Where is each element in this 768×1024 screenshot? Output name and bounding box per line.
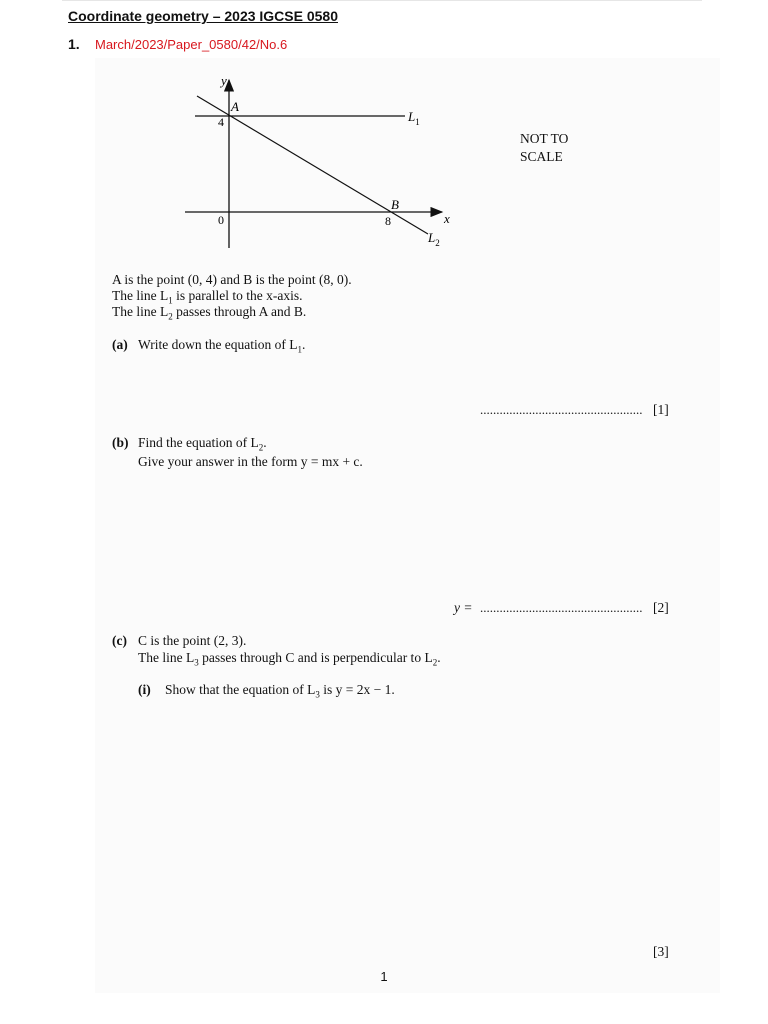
part-b-marks: [2] [653,600,669,615]
part-b-answer-prefix: y = [454,600,473,615]
part-a-marks: [1] [653,402,669,417]
document-title: Coordinate geometry – 2023 IGCSE 0580 [68,8,338,24]
x-axis-label: x [444,211,450,226]
part-a-label: (a) [112,337,128,352]
part-a-answer-line[interactable]: .................................................. [480,402,643,417]
x-tick-8: 8 [385,214,391,228]
point-b-label: B [391,197,399,212]
point-a-label: A [231,99,239,114]
part-c-label: (c) [112,633,127,648]
part-b-instruction: Give your answer in the form y = mx + c. [138,454,363,469]
page-number: 1 [380,969,388,984]
part-b-answer-line[interactable]: .................................................. [480,600,643,615]
coordinate-diagram [180,70,470,260]
part-c-description: The line $L_3$ passes through C and is perpendicular to $L_2$. [138,650,441,668]
part-c-i-question: Show that the equation of $L_3$ is y = 2x − 1. [165,682,395,700]
intro-line-1: A is the point (0, 4) and B is the point (8, 0). [112,272,352,287]
intro-line-2: The line $L_1$ is parallel to the x-axis. [112,288,303,306]
part-c-marks: [3] [653,944,669,959]
part-b-label: (b) [112,435,129,450]
y-tick-4: 4 [218,115,224,129]
question-source: March/2023/Paper_0580/42/No.6 [95,37,288,52]
top-rule [62,0,702,1]
part-c-i-label: (i) [138,682,151,697]
line-l2-label: $L_2$ [428,230,440,248]
part-c-point: C is the point (2, 3). [138,633,247,648]
part-a-question: Write down the equation of $L_1$. [138,337,306,355]
y-axis-label: y [221,73,227,88]
not-to-scale-note: NOT TO SCALE [520,131,569,164]
question-number: 1. [68,36,80,52]
line-l1-label: $L_1$ [408,109,420,127]
line-l2 [197,96,428,234]
part-b-question: Find the equation of $L_2$. [138,435,267,453]
intro-line-3: The line $L_2$ passes through A and B. [112,304,307,322]
origin-label: 0 [218,213,224,227]
